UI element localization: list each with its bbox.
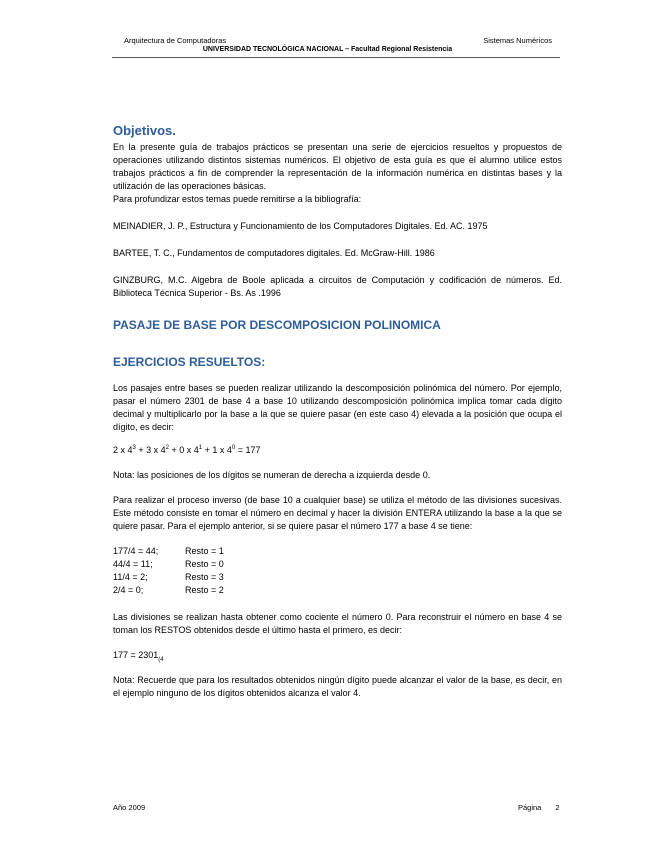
- header-institution: UNIVERSIDAD TECNOLÓGICA NACIONAL – Facultad Regional Resistencia: [202, 46, 453, 53]
- polynomial-formula: 2 x $4^3 + 3$ x $4^2 + 0$ x $4^1 + 1$ x $4^0 = 177$: [113, 445, 261, 455]
- bibliography-item-3: GINZBURG, M.C. Algebra de Boole aplicada a circuitos de Computación y codificación de números. Ed. Biblioteca Técnica Superior - Bs. As .1996: [113, 275, 562, 298]
- footer-year: Año 2009: [113, 803, 146, 812]
- division-rest: Resto = 3: [185, 572, 224, 582]
- inverse-process-paragraph: Para realizar el proceso inverso (de base 10 a cualquier base) se utiliza el método de las divisiones sucesivas. Este método consiste en tomar el número en decimal y hacer la división ENTERA utilizando la base a la que se quiere pasar. Para el ejemplo anterior, si se quiere pasar el número 177 a base 4 se tiene:: [113, 495, 562, 531]
- reconstruct-paragraph: Las divisiones se realizan hasta obtener como cociente el número 0. Para reconstruir el número en base 4 se toman los RESTOS obtenidos desde el último hasta el primero, es decir:: [113, 612, 562, 635]
- objectives-paragraph: En la presente guía de trabajos prácticos se presentan una serie de ejercicios resueltos y propuestos de operaciones utilizando distintos sistemas numéricos. El objetivo de esta guía es que el alumno utilice estos trabajos prácticos a fin de comprender la representación de la información numérica en distintas bases y la utilización de las operaciones básicas.: [113, 142, 562, 191]
- conversion-result: $177 = 2301_{(4}$: [113, 650, 164, 663]
- section-subheading: EJERCICIOS RESUELTOS:: [113, 355, 266, 369]
- successive-divisions-table: [113, 545, 562, 597]
- bibliography-item-1: MEINADIER, J. P., Estructura y Funcionamiento de los Computadores Digitales. Ed. AC. 1975: [113, 221, 488, 231]
- division-op: 177/4 = 44;: [113, 546, 159, 556]
- footer-page-number: 2: [555, 803, 560, 812]
- division-op: 2/4 = 0;: [113, 585, 144, 595]
- header-topic: Sistemas Numéricos: [483, 36, 552, 45]
- division-rest: Resto = 1: [185, 546, 224, 556]
- header-course-title: Arquitectura de Computadoras: [124, 36, 227, 45]
- objectives-heading: Objetivos.: [113, 123, 176, 138]
- header-divider: [112, 57, 560, 58]
- division-op: 11/4 = 2;: [113, 572, 148, 582]
- footer-page: [518, 803, 560, 812]
- division-rest: Resto = 2: [185, 585, 224, 595]
- bibliography-intro: Para profundizar estos temas puede remitirse a la bibliografía:: [113, 194, 362, 204]
- division-op: 44/4 = 11;: [113, 559, 153, 569]
- page-body: [113, 123, 562, 700]
- note-digit-positions: Nota: las posiciones de los dígitos se numeran de derecha a izquierda desde 0.: [113, 470, 431, 480]
- exercise-intro: Los pasajes entre bases se pueden realizar utilizando la descomposición polinómica del número. Por ejemplo, pasar el número 2301 de base 4 a base 10 utilizando descomposición polinómica implica tomar cada dígito decimal y multiplicarlo por la base a la que se quiere pasar (en este caso 4) elevada a la posición que ocupa el dígito, es decir:: [113, 383, 562, 432]
- section-heading: PASAJE DE BASE POR DESCOMPOSICION POLINOMICA: [113, 318, 441, 332]
- footer-page-label: Página: [518, 803, 542, 812]
- note-digit-limit: Nota: Recuerde que para los resultados obtenidos ningún dígito puede alcanzar el valor de la base, es decir, en el ejemplo ninguno de los dígitos obtenidos alcanza el valor 4.: [113, 675, 562, 698]
- division-rest: Resto = 0: [185, 559, 224, 569]
- bibliography-item-2: BARTEE, T. C., Fundamentos de computadores digitales. Ed. McGraw-Hill. 1986: [113, 248, 435, 258]
